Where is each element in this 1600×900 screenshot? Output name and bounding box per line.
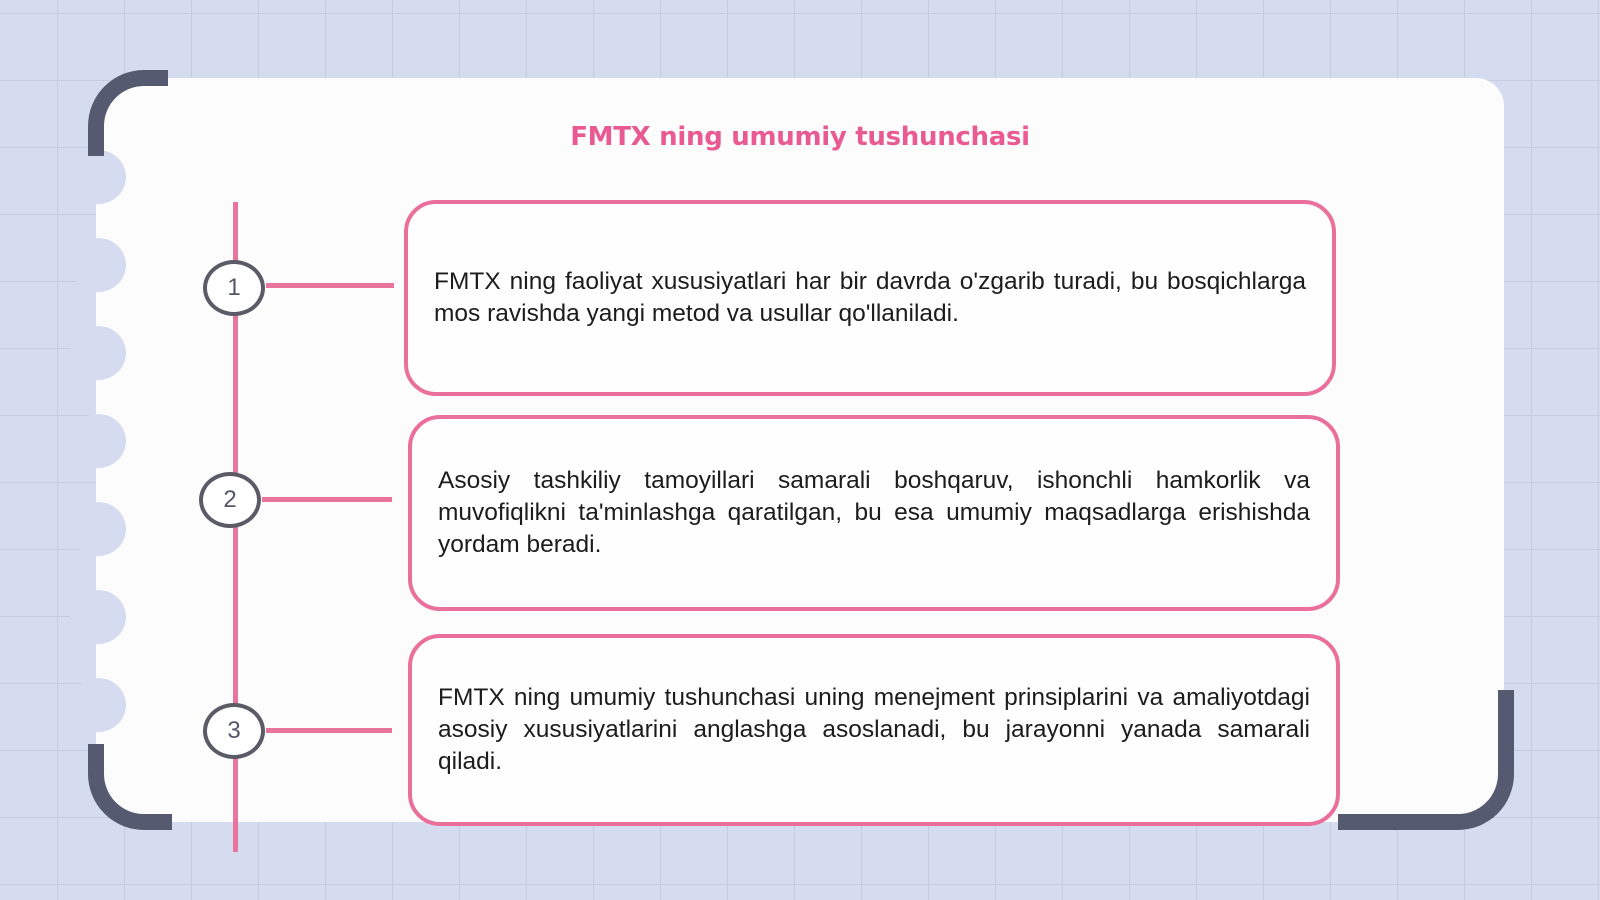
- step-marker-2: 2: [199, 472, 261, 528]
- paper-punch-hole: [70, 590, 126, 644]
- step-card-2: [408, 415, 1340, 611]
- step-card-text: FMTX ning faoliyat xususiyatlari har bir davrda o'zgarib turadi, bu bosqichlarga mos ravishda yangi metod va usullar qo'llaniladi.: [434, 268, 1306, 327]
- paper-punch-hole: [70, 414, 126, 468]
- step-marker-1: 1: [203, 260, 265, 316]
- step-card-text: Asosiy tashkiliy tamoyillari samarali boshqaruv, ishonchli hamkorlik va muvofiqlikni ta'minlashga qaratilgan, bu esa umumiy maqsadlarga erishishda yordam beradi.: [438, 467, 1310, 558]
- paper-punch-hole: [70, 326, 126, 380]
- step-card-text: FMTX ning umumiy tushunchasi uning menejment prinsiplarini va amaliyotdagi asosiy xususiyatlarini anglashga asoslanadi, bu jarayonni yanada samarali qiladi.: [438, 684, 1310, 775]
- timeline-connector: [262, 497, 392, 502]
- paper-punch-hole: [70, 238, 126, 292]
- frame-corner-bottom-right: [1338, 690, 1514, 830]
- step-marker-3: 3: [203, 703, 265, 759]
- step-card-1: [404, 200, 1336, 396]
- timeline-connector: [266, 283, 394, 288]
- frame-corner-bottom-left: [88, 744, 172, 830]
- slide-title: FMTX ning umumiy tushunchasi: [570, 122, 1030, 152]
- paper-punch-hole: [70, 150, 126, 204]
- step-card-3: [408, 634, 1340, 826]
- paper-punch-hole: [70, 678, 126, 732]
- timeline-connector: [266, 728, 392, 733]
- paper-punch-hole: [70, 502, 126, 556]
